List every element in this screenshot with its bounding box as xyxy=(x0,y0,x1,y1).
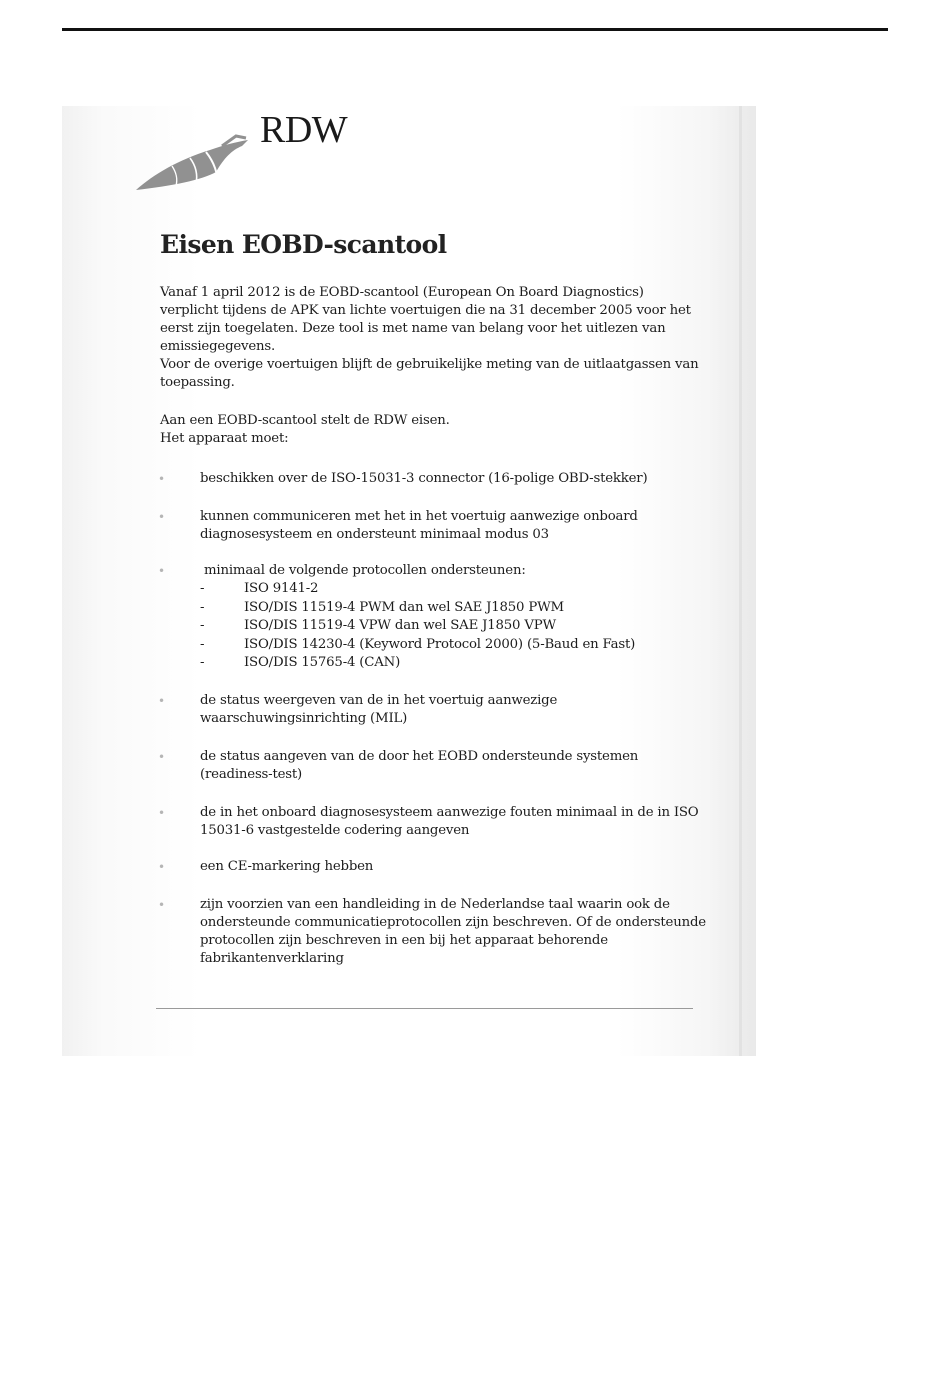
dash-marker: - xyxy=(200,618,205,633)
bottom-rule xyxy=(156,1008,693,1009)
list-item-text: minimaal de volgende protocollen ondersteunen: xyxy=(200,563,526,578)
feather-icon xyxy=(132,128,252,194)
protocol-text: ISO/DIS 11519-4 VPW dan wel SAE J1850 VPW xyxy=(244,618,556,633)
protocol-text: ISO 9141-2 xyxy=(244,581,319,596)
scan-edge xyxy=(739,106,742,1056)
requirements-intro xyxy=(160,412,705,448)
requirements-text: Aan een EOBD-scantool stelt de RDW eisen. Het apparaat moet: xyxy=(160,413,450,446)
protocol-item xyxy=(200,599,660,618)
bullet-marker: • xyxy=(158,510,165,524)
protocol-text: ISO/DIS 15765-4 (CAN) xyxy=(244,655,401,670)
protocol-item xyxy=(200,654,660,673)
protocol-text: ISO/DIS 14230-4 (Keyword Protocol 2000) (5-Baud en Fast) xyxy=(244,636,636,652)
intro-paragraph xyxy=(160,284,705,392)
protocol-text: ISO/DIS 11519-4 PWM dan wel SAE J1850 PWM xyxy=(244,599,564,615)
protocol-item xyxy=(200,617,660,636)
bullet-marker: • xyxy=(158,898,165,912)
protocol-list xyxy=(200,580,660,673)
bullet-marker: • xyxy=(158,564,165,578)
scanned-page xyxy=(62,106,756,1056)
list-item-text: beschikken over de ISO-15031-3 connector (16-polige OBD-stekker) xyxy=(200,471,648,486)
list-item-text: zijn voorzien van een handleiding in de Nederlandse taal waarin ook de ondersteunde communicatieprotocollen zijn beschreven. Of de ondersteunde protocollen zijn beschreven in een bij het apparaat behorende fabrikantenverklaring xyxy=(200,897,706,966)
bullet-marker: • xyxy=(158,750,165,764)
list-item-text: de status aangeven van de door het EOBD ondersteunde systemen (readiness-test) xyxy=(200,749,639,782)
dash-marker: - xyxy=(200,581,205,596)
protocol-item xyxy=(200,636,660,655)
list-item-text: een CE-markering hebben xyxy=(200,859,374,874)
list-item-text: kunnen communiceren met het in het voertuig aanwezige onboard diagnosesysteem en ondersteunt minimaal modus 03 xyxy=(200,509,638,542)
top-rule xyxy=(62,28,888,31)
dash-marker: - xyxy=(200,599,205,615)
dash-marker: - xyxy=(200,655,205,670)
logo-text: RDW xyxy=(260,109,348,151)
dash-marker: - xyxy=(200,636,205,652)
protocol-item xyxy=(200,580,660,599)
list-item-text: de status weergeven van de in het voertuig aanwezige waarschuwingsinrichting (MIL) xyxy=(200,693,558,726)
list-item-text: de in het onboard diagnosesysteem aanwezige fouten minimaal in de in ISO 15031-6 vastgestelde codering aangeven xyxy=(200,805,699,838)
bullet-marker: • xyxy=(158,860,165,874)
bullet-marker: • xyxy=(158,694,165,708)
intro-text: Vanaf 1 april 2012 is de EOBD-scantool (European On Board Diagnostics) verplicht tijdens de APK van lichte voertuigen die na 31 december 2005 voor het eerst zijn toegelaten. Deze tool is met name van belang voor het uitlezen van emissiegegevens. Voor de overige voertuigen blijft de gebruikelijke meting van de uitlaatgassen van toepassing. xyxy=(160,285,699,390)
page-title: Eisen EOBD-scantool xyxy=(160,230,447,259)
bullet-marker: • xyxy=(158,806,165,820)
bullet-marker: • xyxy=(158,472,165,486)
